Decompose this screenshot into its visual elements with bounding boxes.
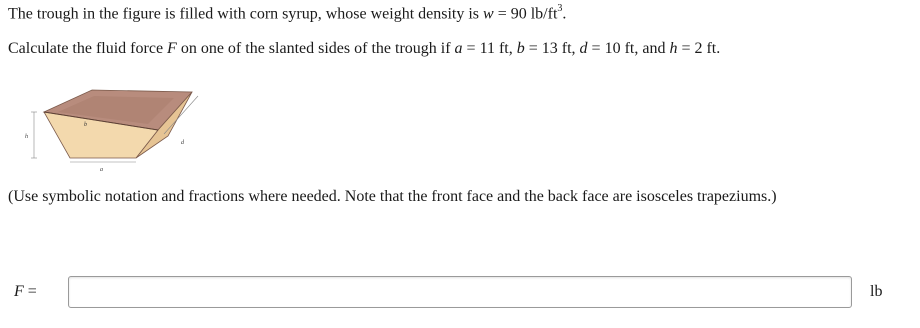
question-text: on one of the slanted sides of the trough if [176, 40, 455, 57]
variable-d: d [579, 40, 588, 57]
h-value: = 2 ft. [677, 40, 721, 57]
question-text: The trough in the figure is filled with corn syrup, whose weight density is [8, 5, 484, 23]
label-a: a [100, 167, 103, 173]
a-value: = 11 ft, [462, 40, 517, 57]
variable-w: w [483, 5, 494, 23]
trough-figure [24, 78, 204, 178]
question-line-1 [8, 4, 566, 23]
period: . [562, 5, 567, 23]
b-value: = 13 ft, [524, 40, 580, 57]
variable-a: a [454, 40, 463, 57]
variable-b: b [516, 40, 525, 57]
answer-label [14, 283, 37, 301]
label-h: h [25, 134, 28, 140]
label-d: d [181, 140, 184, 146]
label-b: b [84, 122, 87, 128]
answer-input[interactable] [68, 276, 852, 308]
question-text: Calculate the fluid force [8, 40, 168, 57]
equals-sign: = [23, 283, 37, 300]
variable-F: F [14, 283, 24, 300]
variable-F: F [167, 40, 177, 57]
instruction-note: (Use symbolic notation and fractions where needed. Note that the front face and the back face are isosceles trapeziums.) [8, 188, 777, 205]
question-line-2 [8, 40, 720, 58]
variable-h: h [669, 40, 678, 57]
unit-label: lb [870, 283, 883, 300]
density-exponent: 3 [557, 3, 563, 14]
density-value: = 90 lb/ft [493, 5, 558, 23]
d-value: = 10 ft, and [587, 40, 670, 57]
